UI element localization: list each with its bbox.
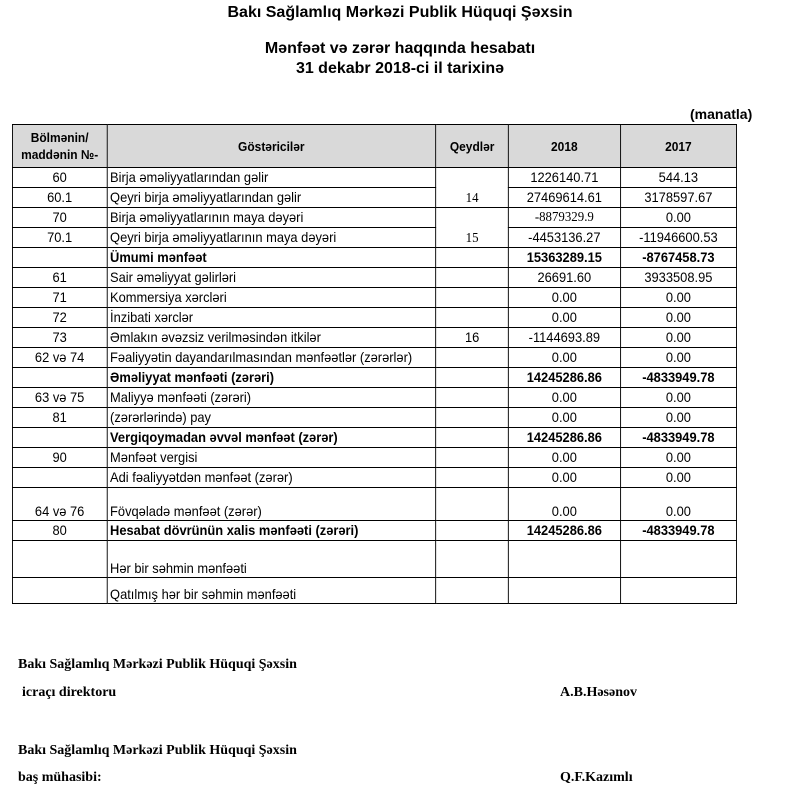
cell-code: 63 və 75	[12, 388, 106, 408]
cell-y2017: -4833949.78	[620, 521, 736, 541]
cell-label: Hər bir səhmin mənfəəti	[107, 541, 436, 578]
cell-code: 71	[12, 288, 106, 308]
cell-note	[436, 348, 509, 368]
cell-code: 70.1	[12, 228, 106, 248]
cell-code	[12, 368, 106, 388]
cell-label: Əmlakın əvəzsiz verilməsindən itkilər	[107, 328, 436, 348]
footer-role-2: baş mühasibi:	[18, 770, 102, 785]
footer-name-1: A.B.Həsənov	[560, 685, 637, 700]
cell-code	[12, 428, 106, 448]
cell-y2017: 0.00	[620, 488, 736, 521]
cell-y2018: 0.00	[508, 468, 620, 488]
cell-y2018: 0.00	[508, 408, 620, 428]
cell-y2018: 0.00	[508, 488, 620, 521]
cell-y2018: 0.00	[508, 448, 620, 468]
cell-y2018: 14245286.86	[508, 368, 620, 388]
cell-y2017: 0.00	[620, 348, 736, 368]
cell-note	[436, 521, 509, 541]
cell-label: Birja əməliyyatlarının maya dəyəri	[107, 208, 436, 228]
cell-note: 16	[436, 328, 509, 348]
footer-role-1: icraçı direktoru	[22, 685, 117, 700]
cell-code	[12, 578, 106, 604]
cell-y2018: 0.00	[508, 348, 620, 368]
cell-y2018: 0.00	[508, 388, 620, 408]
report-title: Mənfəət və zərər haqqında hesabatı	[264, 40, 536, 57]
footer-name-2: Q.F.Kazımlı	[560, 770, 633, 785]
cell-code: 61	[12, 268, 106, 288]
cell-note	[436, 428, 509, 448]
cell-label: Qeyri birja əməliyyatlarının maya dəyəri	[107, 228, 436, 248]
table-row	[12, 521, 736, 541]
cell-note	[436, 288, 509, 308]
table-row	[12, 248, 736, 268]
table-row	[12, 288, 736, 308]
cell-y2017: -4833949.78	[620, 368, 736, 388]
table-row	[12, 328, 736, 348]
cell-label: Birja əməliyyatlarından gəlir	[107, 168, 436, 188]
entity-title: Bakı Sağlamlıq Mərkəzi Publik Hüquqi Şəxsin	[227, 4, 573, 21]
income-statement-table	[12, 124, 737, 604]
table-row	[12, 208, 736, 228]
table-row	[12, 428, 736, 448]
cell-y2017: -11946600.53	[620, 228, 736, 248]
cell-note	[436, 408, 509, 428]
cell-y2017: 0.00	[620, 208, 736, 228]
cell-label: İnzibati xərclər	[107, 308, 436, 328]
cell-y2017: -4833949.78	[620, 428, 736, 448]
cell-y2018: 14245286.86	[508, 428, 620, 448]
cell-y2018: -8879329.9	[508, 208, 620, 228]
cell-code: 60	[12, 168, 106, 188]
cell-y2018: 1226140.71	[508, 168, 620, 188]
cell-y2017: 3933508.95	[620, 268, 736, 288]
table-row	[12, 408, 736, 428]
cell-y2018: 0.00	[508, 288, 620, 308]
cell-code: 72	[12, 308, 106, 328]
cell-note	[436, 448, 509, 468]
cell-y2017: 544.13	[620, 168, 736, 188]
table-row	[12, 488, 736, 521]
cell-y2018: 14245286.86	[508, 521, 620, 541]
cell-y2017	[620, 541, 736, 578]
cell-code: 80	[12, 521, 106, 541]
cell-y2018: -4453136.27	[508, 228, 620, 248]
column-header: Bölmənin/ maddənin №-	[12, 125, 106, 168]
table-row	[12, 308, 736, 328]
column-header: 2017	[620, 125, 736, 168]
cell-label: Vergiqoymadan əvvəl mənfəət (zərər)	[107, 428, 436, 448]
column-header: 2018	[508, 125, 620, 168]
cell-y2017: 0.00	[620, 448, 736, 468]
cell-label: Mənfəət vergisi	[107, 448, 436, 468]
cell-note	[436, 468, 509, 488]
cell-label: Fəaliyyətin dayandarılmasından mənfəətlər (zərərlər)	[107, 348, 436, 368]
cell-y2018: 15363289.15	[508, 248, 620, 268]
cell-y2017: 0.00	[620, 468, 736, 488]
cell-label: Qatılmış hər bir səhmin mənfəəti	[107, 578, 436, 604]
cell-label: Ümumi mənfəət	[107, 248, 436, 268]
cell-code: 60.1	[12, 188, 106, 208]
cell-y2017: 0.00	[620, 328, 736, 348]
cell-label: Kommersiya xərcləri	[107, 288, 436, 308]
cell-code	[12, 248, 106, 268]
cell-label: Adi fəaliyyətdən mənfəət (zərər)	[107, 468, 436, 488]
report-date: 31 dekabr 2018-ci il tarixinə	[295, 60, 505, 77]
table-row	[12, 188, 736, 208]
cell-y2018	[508, 578, 620, 604]
table-row	[12, 228, 736, 248]
cell-y2017	[620, 578, 736, 604]
cell-y2017: 3178597.67	[620, 188, 736, 208]
cell-label: Hesabat dövrünün xalis mənfəəti (zərəri)	[107, 521, 436, 541]
cell-note	[436, 268, 509, 288]
cell-label: Sair əməliyyat gəlirləri	[107, 268, 436, 288]
cell-note: 15	[436, 208, 509, 248]
cell-label: Maliyyə mənfəəti (zərəri)	[107, 388, 436, 408]
cell-y2017: 0.00	[620, 388, 736, 408]
cell-note: 14	[436, 168, 509, 208]
cell-code	[12, 468, 106, 488]
cell-code: 70	[12, 208, 106, 228]
table-row	[12, 268, 736, 288]
column-header: Göstəricilər	[107, 125, 436, 168]
currency-unit: (manatla)	[690, 106, 753, 122]
cell-label: (zərərlərində) pay	[107, 408, 436, 428]
table-row	[12, 348, 736, 368]
cell-note	[436, 541, 509, 578]
table-row	[12, 468, 736, 488]
cell-note	[436, 368, 509, 388]
cell-code: 81	[12, 408, 106, 428]
cell-note	[436, 488, 509, 521]
cell-y2017: 0.00	[620, 408, 736, 428]
cell-y2017: 0.00	[620, 288, 736, 308]
table-row	[12, 448, 736, 468]
cell-label: Əməliyyat mənfəəti (zərəri)	[107, 368, 436, 388]
cell-code	[12, 541, 106, 578]
column-header: Qeydlər	[436, 125, 509, 168]
footer-org-1: Bakı Sağlamlıq Mərkəzi Publik Hüquqi Şəxsin	[18, 657, 297, 672]
cell-note	[436, 388, 509, 408]
cell-label: Qeyri birja əməliyyatlarından gəlir	[107, 188, 436, 208]
cell-y2018: 27469614.61	[508, 188, 620, 208]
cell-code: 64 və 76	[12, 488, 106, 521]
cell-y2017: -8767458.73	[620, 248, 736, 268]
table-row	[12, 368, 736, 388]
table-row	[12, 578, 736, 604]
cell-code: 62 və 74	[12, 348, 106, 368]
table-row	[12, 388, 736, 408]
table-row	[12, 541, 736, 578]
cell-note	[436, 578, 509, 604]
cell-code: 73	[12, 328, 106, 348]
cell-label: Fövqəladə mənfəət (zərər)	[107, 488, 436, 521]
cell-y2018: -1144693.89	[508, 328, 620, 348]
cell-y2018	[508, 541, 620, 578]
cell-note	[436, 308, 509, 328]
cell-y2018: 0.00	[508, 308, 620, 328]
table-row	[12, 168, 736, 188]
cell-note	[436, 248, 509, 268]
cell-y2018: 26691.60	[508, 268, 620, 288]
cell-y2017: 0.00	[620, 308, 736, 328]
footer-org-2: Bakı Sağlamlıq Mərkəzi Publik Hüquqi Şəxsin	[18, 743, 297, 758]
cell-code: 90	[12, 448, 106, 468]
